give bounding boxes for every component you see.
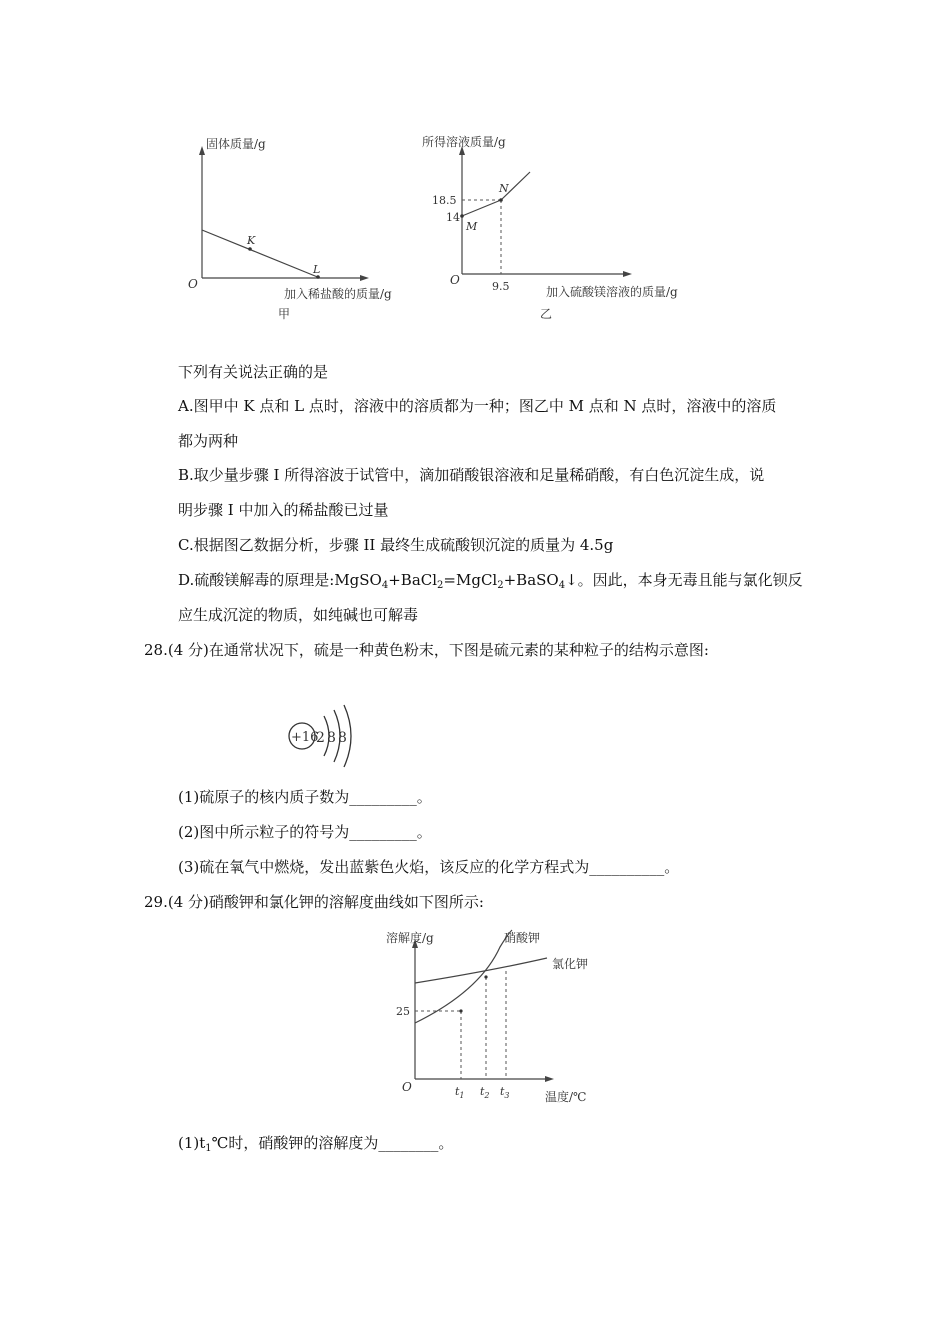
q27-option-a-line1: A.图甲中 K 点和 L 点时，溶液中的溶质都为一种；图乙中 M 点和 N 点时，溶液中的溶质 xyxy=(178,397,777,415)
jia-xlabel: 加入稀盐酸的质量/g xyxy=(284,287,392,301)
figure-jia xyxy=(180,128,430,328)
nucleus-charge: +16 xyxy=(291,730,319,745)
sol-series-kcl: 氯化钾 xyxy=(552,957,589,971)
jia-data-line xyxy=(202,230,320,278)
yi-x-arrow xyxy=(623,271,632,277)
sol-origin: O xyxy=(402,1080,412,1094)
q28-part1: (1)硫原子的核内质子数为_________。 xyxy=(178,788,432,806)
sol-tick-t3 xyxy=(500,1085,510,1100)
jia-caption: 甲 xyxy=(278,307,291,321)
q27-d-post: ↓。因此，本身无毒且能与氯化钡反 xyxy=(565,571,803,589)
sol-x-arrow xyxy=(545,1076,554,1082)
jia-ylabel: 固体质量/g xyxy=(206,137,266,151)
yi-point-m xyxy=(460,214,464,218)
q27-option-b-line2: 明步骤 I 中加入的稀盐酸已过量 xyxy=(178,501,389,519)
sol-tick-t1 xyxy=(455,1085,465,1100)
q27-d-sub2: 2 xyxy=(437,580,444,591)
q27-d-sub1: 4 xyxy=(381,580,389,591)
q29-p1-pre: (1)t xyxy=(178,1134,206,1152)
t3-base: t xyxy=(500,1085,505,1098)
shell-electrons-1: 2 xyxy=(316,730,325,746)
q27-prompt: 下列有关说法正确的是 xyxy=(178,363,329,381)
q29-part1 xyxy=(178,1133,453,1159)
sol-xlabel: 温度/℃ xyxy=(545,1090,587,1104)
yi-ytick-185: 18.5 xyxy=(432,194,457,207)
yi-point-n xyxy=(499,198,503,202)
q27-d-mid3: +BaSO xyxy=(503,571,559,589)
yi-label-n: N xyxy=(499,182,509,195)
t1-sub: 1 xyxy=(459,1091,465,1100)
jia-point-k xyxy=(248,247,252,251)
q27-d-sub4: 4 xyxy=(558,580,566,591)
t1-base: t xyxy=(455,1085,460,1098)
t2-base: t xyxy=(480,1085,485,1098)
q29-p1-post: ℃时，硝酸钾的溶解度为________。 xyxy=(211,1134,454,1152)
yi-ytick-14: 14 xyxy=(446,211,460,224)
jia-x-arrow xyxy=(360,275,369,281)
jia-y-arrow xyxy=(199,146,205,155)
q28-stem: 28.(4 分)在通常状况下，硫是一种黄色粉末，下图是硫元素的某种粒子的结构示意图: xyxy=(144,641,709,659)
figure-yi xyxy=(420,128,720,328)
yi-segment-mn xyxy=(462,200,501,216)
q29-p1-sub: 1 xyxy=(205,1143,212,1154)
point-t1 xyxy=(459,1009,462,1012)
jia-label-k: K xyxy=(247,234,256,247)
sol-tick-t2 xyxy=(480,1085,490,1100)
q27-d-mid1: +BaCl xyxy=(388,571,438,589)
sol-series-kno3: 硝酸钾 xyxy=(504,931,541,945)
q27-option-d-line1 xyxy=(178,570,803,596)
sol-ytick-25: 25 xyxy=(396,1005,410,1018)
q27-option-c: C.根据图乙数据分析，步骤 II 最终生成硫酸钡沉淀的质量为 4.5g xyxy=(178,536,614,554)
sol-ylabel: 溶解度/g xyxy=(386,931,434,945)
t2-sub: 2 xyxy=(484,1091,490,1100)
yi-label-m: M xyxy=(466,220,478,233)
shell-electrons-2: 8 xyxy=(327,730,336,746)
q27-d-pre: D.硫酸镁解毒的原理是:MgSO xyxy=(178,571,382,589)
solubility-chart xyxy=(380,925,610,1110)
point-intersection xyxy=(484,975,487,978)
yi-origin: O xyxy=(450,273,460,287)
shell-electrons-3: 8 xyxy=(338,730,347,746)
q27-option-a-line2: 都为两种 xyxy=(178,432,239,450)
kcl-curve xyxy=(415,958,547,983)
q28-part3: (3)硫在氧气中燃烧，发出蓝紫色火焰，该反应的化学方程式为__________。 xyxy=(178,858,680,876)
q27-d-mid2: =MgCl xyxy=(443,571,498,589)
yi-ylabel: 所得溶液质量/g xyxy=(422,135,506,149)
q27-d-sub3: 2 xyxy=(497,580,504,591)
q29-stem: 29.(4 分)硝酸钾和氯化钾的溶解度曲线如下图所示: xyxy=(144,893,484,911)
q28-part2: (2)图中所示粒子的符号为_________。 xyxy=(178,823,432,841)
yi-caption: 乙 xyxy=(540,307,553,321)
t3-sub: 3 xyxy=(504,1091,510,1100)
q27-option-b-line1: B.取少量步骤 I 所得溶波于试管中，滴加硝酸银溶液和足量稀硝酸，有白色沉淀生成，说 xyxy=(178,466,765,484)
sulfur-ion-diagram xyxy=(282,700,362,770)
jia-label-l: L xyxy=(313,263,321,276)
q27-option-d-line2: 应生成沉淀的物质，如纯碱也可解毒 xyxy=(178,606,419,624)
yi-xtick-95: 9.5 xyxy=(492,280,510,293)
jia-origin: O xyxy=(188,277,198,291)
yi-xlabel: 加入硫酸镁溶液的质量/g xyxy=(546,285,678,299)
